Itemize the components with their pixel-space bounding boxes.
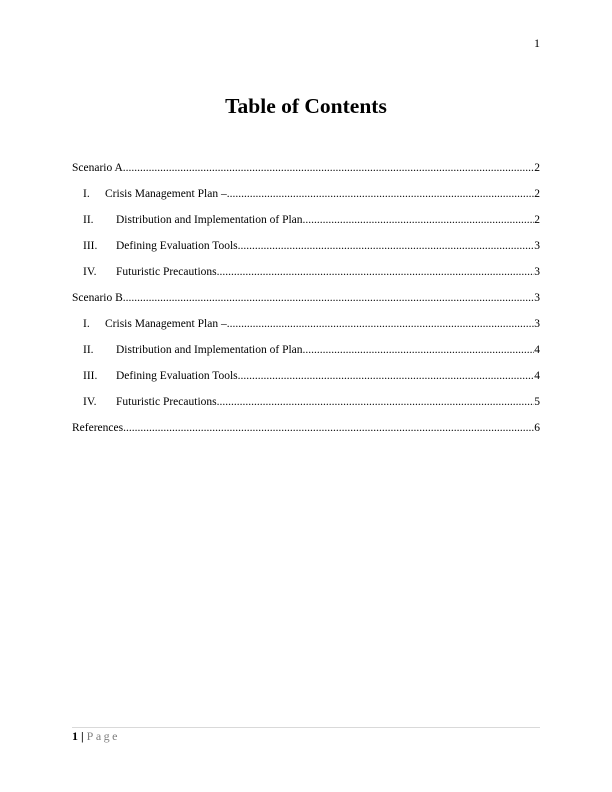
dot-leader xyxy=(227,184,535,204)
page-title: Table of Contents xyxy=(225,94,387,118)
toc-entry-b-distribution[interactable] xyxy=(72,340,540,366)
toc-entry-number: IV. xyxy=(83,396,97,408)
toc-entry-page: 3 xyxy=(534,318,540,330)
toc-entry-references[interactable] xyxy=(72,418,540,444)
toc-entry-number: III. xyxy=(83,240,98,252)
toc-entry-label: Distribution and Implementation of Plan xyxy=(116,214,303,226)
toc-entry-label: Scenario A xyxy=(72,162,123,174)
toc-entry-page: 3 xyxy=(534,292,540,304)
toc-entry-page: 5 xyxy=(534,396,540,408)
toc-entry-b-crisis-plan[interactable] xyxy=(72,314,540,340)
toc-entry-label: Distribution and Implementation of Plan xyxy=(116,344,303,356)
footer-separator: | xyxy=(81,729,84,743)
toc-entry-page: 6 xyxy=(534,422,540,434)
toc-entry-page: 3 xyxy=(534,266,540,278)
toc-entry-label: Crisis Management Plan – xyxy=(105,318,227,330)
dot-leader xyxy=(123,418,534,438)
toc-entry-label: Defining Evaluation Tools xyxy=(116,370,238,382)
toc-entry-page: 4 xyxy=(534,344,540,356)
toc-entry-label: Futuristic Precautions xyxy=(116,396,217,408)
toc-entry-page: 2 xyxy=(534,214,540,226)
toc-entry-label: Futuristic Precautions xyxy=(116,266,217,278)
dot-leader xyxy=(238,366,535,386)
footer-page-word: Page xyxy=(86,729,120,743)
toc-entry-number: II. xyxy=(83,344,94,356)
footer-divider xyxy=(72,727,540,728)
toc-entry-number: III. xyxy=(83,370,98,382)
toc-entry-b-evaluation-tools[interactable] xyxy=(72,366,540,392)
toc-entry-label: References xyxy=(72,422,124,434)
toc-entry-page: 3 xyxy=(534,240,540,252)
toc-entry-page: 2 xyxy=(534,188,540,200)
toc-entry-a-crisis-plan[interactable] xyxy=(72,184,540,210)
page-footer xyxy=(72,729,120,744)
toc-entry-scenario-b[interactable] xyxy=(72,288,540,314)
toc-entry-page: 4 xyxy=(534,370,540,382)
header-page-number: 1 xyxy=(534,36,540,50)
footer-page-number: 1 xyxy=(72,729,78,743)
toc-entry-number: II. xyxy=(83,214,94,226)
dot-leader xyxy=(238,236,535,256)
dot-leader xyxy=(123,158,534,178)
dot-leader xyxy=(227,314,535,334)
toc-entry-number: IV. xyxy=(83,266,97,278)
toc-entry-b-precautions[interactable] xyxy=(72,392,540,418)
dot-leader xyxy=(123,288,534,308)
toc-entry-label: Defining Evaluation Tools xyxy=(116,240,238,252)
toc-entry-number: I. xyxy=(83,318,90,330)
toc-entry-a-distribution[interactable] xyxy=(72,210,540,236)
toc-entry-label: Scenario B xyxy=(72,292,123,304)
toc-entry-number: I. xyxy=(83,188,90,200)
toc-entry-page: 2 xyxy=(534,162,540,174)
toc-entry-scenario-a[interactable] xyxy=(72,158,540,184)
toc-entry-a-precautions[interactable] xyxy=(72,262,540,288)
table-of-contents xyxy=(72,158,540,444)
toc-entry-label: Crisis Management Plan – xyxy=(105,188,227,200)
dot-leader xyxy=(217,262,535,282)
dot-leader xyxy=(217,392,535,412)
dot-leader xyxy=(303,210,535,230)
toc-entry-a-evaluation-tools[interactable] xyxy=(72,236,540,262)
dot-leader xyxy=(303,340,535,360)
